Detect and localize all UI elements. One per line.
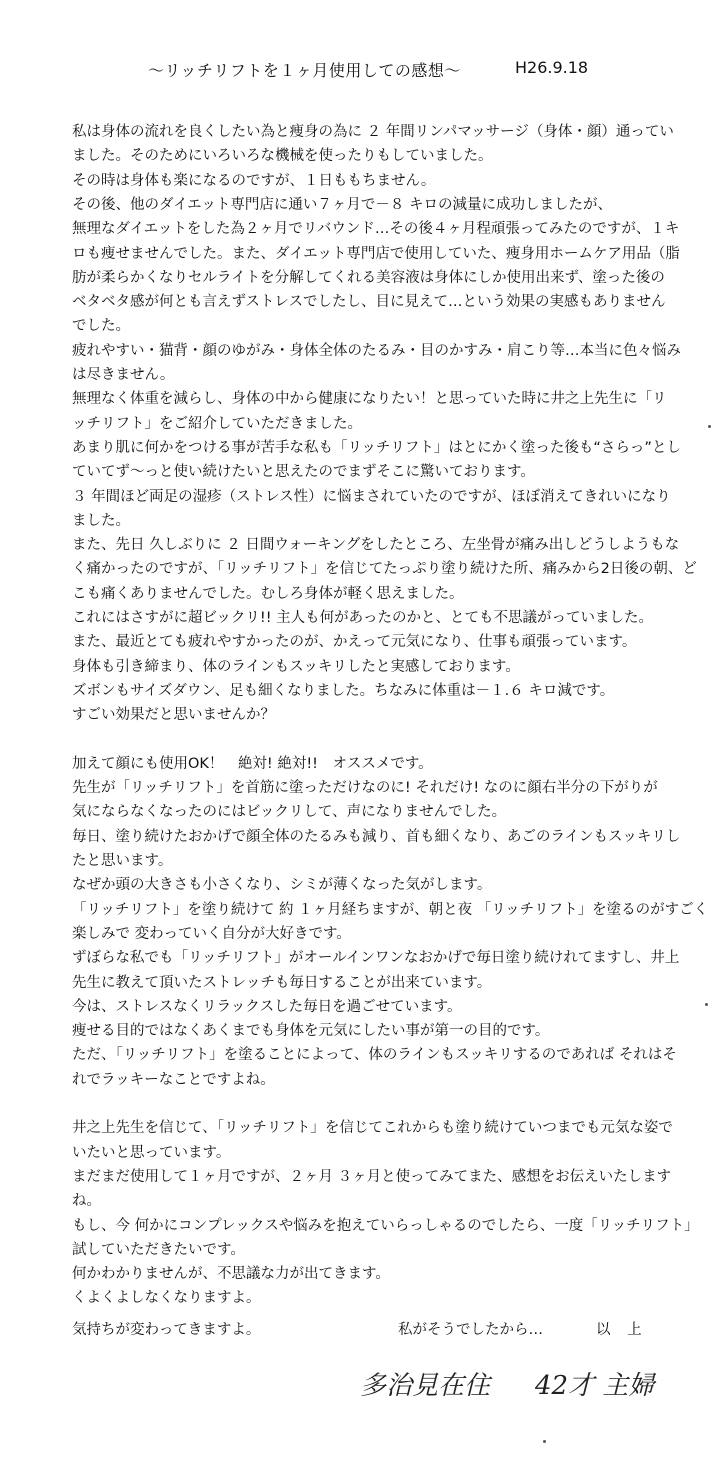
body-text-line: 肪が柔らかくなりセルライトを分解してくれる美容液は身体にしか使用出来ず、塗った後の bbox=[72, 269, 665, 286]
body-text-line: また、最近とても疲れやすかったのが、かえって元気になり、仕事も頑張っています。 bbox=[72, 634, 637, 651]
body-text-line: ていてず～っと使い続けたいと思えたのでまずそこに驚いております。 bbox=[72, 464, 535, 481]
body-text-line: たと思います。 bbox=[72, 853, 173, 869]
body-text-line: 毎日、塗り続けたおかげで顔全体のたるみも減り、首も細くなり、あごのラインもスッキリし bbox=[72, 828, 681, 845]
scan-speck bbox=[708, 425, 711, 428]
scan-speck bbox=[543, 1440, 546, 1443]
body-text-line: ました。そのためにいろいろな機械を使ったりもしていました。 bbox=[72, 148, 493, 165]
closing-middle-text: 私がそうでしたから… bbox=[398, 1322, 543, 1338]
body-text-line: 今は、ストレスなくリラックスした毎日を過ごせています。 bbox=[72, 998, 462, 1015]
body-text-line: 無理なく体重を減らし、身体の中から健康になりたい！と思っていた時に井之上先生に「リ bbox=[72, 391, 667, 408]
closing-right-text: 以 上 bbox=[596, 1322, 648, 1338]
body-text-line: ただ、「リッチリフト」を塗ることによって、体のラインもスッキリするのであれば それはそ bbox=[72, 1047, 677, 1064]
body-text-line: また、先日 久しぶりに ２ 日間ウォーキングをしたところ、左坐骨が痛み出しどうしようもな bbox=[72, 537, 680, 554]
body-text-line: 「リッチリフト」を塗り続けて 約 １ヶ月経ちますが、朝と夜 「リッチリフト」を塗るのがすごく bbox=[72, 901, 709, 918]
body-text-line: く痛かったのですが、「リッチリフト」を信じてたっぷり塗り続けた所、痛みから2日後の朝、ど bbox=[72, 561, 697, 578]
body-text-line: ました。 bbox=[72, 512, 130, 529]
signature-residence: 多治見在住 bbox=[360, 1371, 491, 1401]
scan-speck bbox=[705, 1003, 708, 1006]
body-text-line: ッチリフト」をご紹介していただきました。 bbox=[72, 415, 362, 432]
body-text-line: こも痛くありませんでした。むしろ身体が軽く思えました。 bbox=[72, 585, 464, 602]
body-text-line: 先生が「リッチリフト」を首筋に塗っただけなのに! それだけ! なのに顔右半分の下がりが bbox=[72, 780, 658, 797]
body-text-line: 加えて顔にも使用OK！ 絶対! 絶対!! オススメです。 bbox=[72, 755, 433, 772]
body-text-line: これにはさすがに超ビックリ!! 主人も何があったのかと、とても不思議がっていました。 bbox=[72, 610, 654, 626]
body-text-line: れでラッキーなことですよね。 bbox=[72, 1071, 275, 1088]
body-text-line: 身体も引き締まり、体のラインもスッキリしたと実感しております。 bbox=[72, 658, 520, 675]
body-text-line: いたいと思っています。 bbox=[72, 1144, 231, 1161]
body-text-line: すごい効果だと思いませんか？ bbox=[72, 707, 275, 724]
body-text-line: その後、他のダイエット専門店に通い７ヶ月で－８ キロの減量に成功しましたが、 bbox=[72, 196, 612, 213]
signature-profile: 42才 主婦 bbox=[535, 1371, 655, 1401]
body-text-line: まだまだ使用して１ヶ月ですが、２ヶ月 ３ヶ月と使ってみてまた、感想をお伝えいたします bbox=[72, 1168, 672, 1185]
body-text-line: もし、今 何かにコンプレックスや悩みを抱えていらっしゃるのでしたら、一度「リッチリフト」 bbox=[72, 1217, 699, 1234]
body-text-line: は尽きません。 bbox=[72, 367, 175, 383]
body-text-line: 試していただきたいです。 bbox=[72, 1241, 245, 1258]
body-text-line: ズボンもサイズダウン、足も細くなりました。ちなみに体重は－１.６ キロ減です。 bbox=[72, 682, 615, 699]
body-text-line: ベタベタ感が何とも言えずストレスでしたし、目に見えて…という効果の実感もありません bbox=[72, 294, 666, 311]
letter-date: H26.9.18 bbox=[515, 58, 589, 77]
body-text-line: 疲れやすい・猫背・顔のゆがみ・身体全体のたるみ・目のかすみ・肩こり等…本当に色々悩み bbox=[72, 342, 681, 359]
body-text-line: 私は身体の流れを良くしたい為と痩身の為に ２ 年間リンパマッサージ（身体・顔）通ってい bbox=[72, 124, 674, 140]
body-text-line: その時は身体も楽になるのですが、１日ももちません。 bbox=[72, 172, 436, 189]
body-text-line: 先生に教えて頂いたストレッチも毎日することが出来ています。 bbox=[72, 974, 492, 991]
body-text-line: 気にならなくなったのにはビックリして、声になりませんでした。 bbox=[72, 804, 507, 821]
body-text-line: 無理なダイエットをした為２ヶ月でリバウンド…その後４ヶ月程頑張ってみたのですが、１キ bbox=[72, 221, 680, 238]
body-text-line: 楽しみで 変わっていく自分が大好きです。 bbox=[72, 925, 351, 942]
body-text-line: ３ 年間ほど両足の湿疹（ストレス性）に悩まされていたのですが、ほぼ消えてきれいになり bbox=[72, 488, 671, 505]
body-text-line: くよくよしなくなりますよ。 bbox=[72, 1290, 261, 1307]
body-text-line: あまり肌に何かをつける事が苦手な私も「リッチリフト」はとにかく塗った後も“さらっ”とし bbox=[72, 439, 681, 456]
body-text-line: ね。 bbox=[72, 1193, 101, 1210]
body-text-line: ずぼらな私でも「リッチリフト」がオールインワンなおかげで毎日塗り続けれてますし、井上 bbox=[72, 950, 680, 967]
body-text-line: 何かわかりませんが、不思議な力が出てきます。 bbox=[72, 1266, 390, 1283]
body-text-line: 井之上先生を信じて、「リッチリフト」を信じてこれからも塗り続けていつまでも元気な姿で bbox=[72, 1120, 673, 1137]
body-text-line: でした。 bbox=[72, 318, 130, 335]
letter-title: ～リッチリフトを１ヶ月使用しての感想～ bbox=[148, 61, 461, 80]
body-text-line: ロも痩せませんでした。また、ダイエット専門店で使用していた、痩身用ホームケア用品（脂 bbox=[72, 245, 680, 262]
body-text-line: なぜか頭の大きさも小さくなり、シミが薄くなった気がします。 bbox=[72, 877, 492, 894]
body-text-line: 痩せる目的ではなくあくまでも身体を元気にしたい事が第一の目的です。 bbox=[72, 1023, 550, 1040]
closing-left-text: 気持ちが変わってきますよ。 bbox=[72, 1322, 261, 1338]
